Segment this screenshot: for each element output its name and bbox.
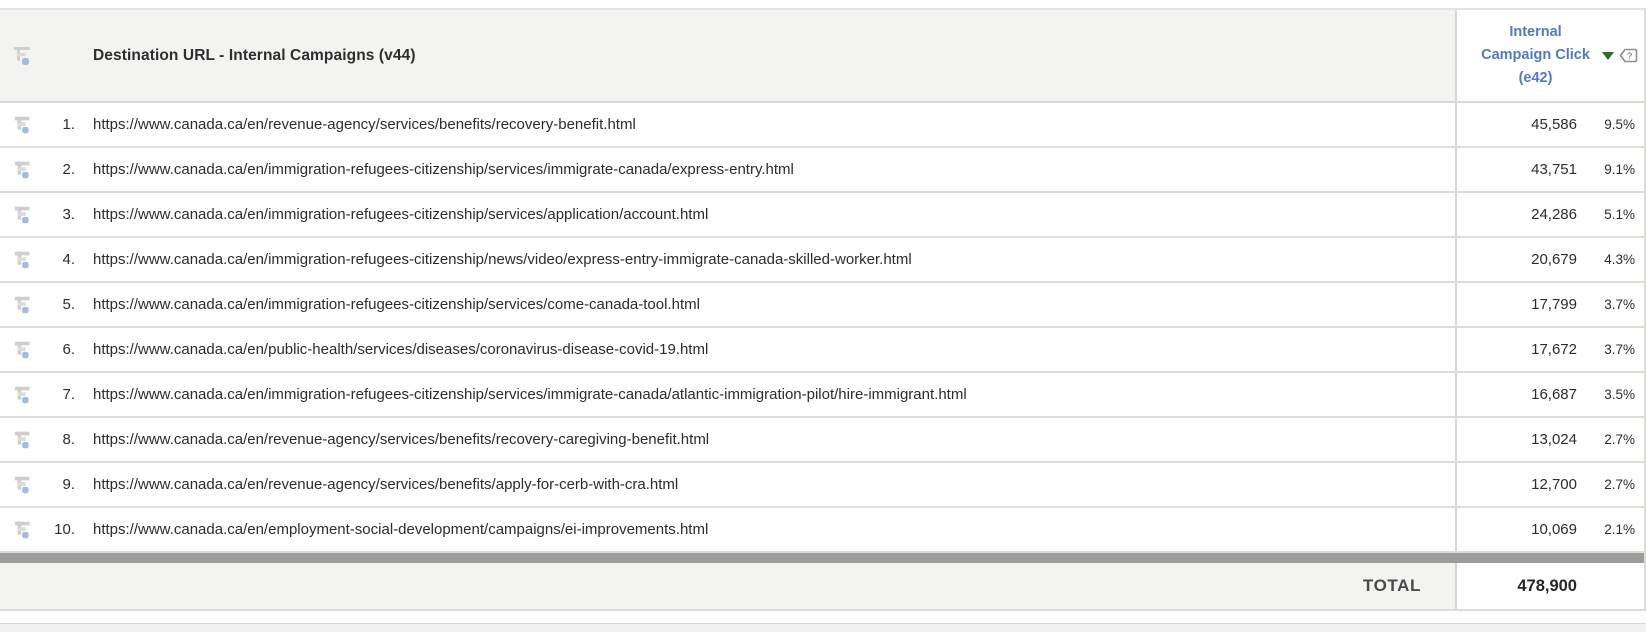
row-rank: 6. xyxy=(62,341,75,358)
row-metric-percent: 2.1% xyxy=(1604,522,1635,537)
row-metric-cell[interactable] xyxy=(1455,148,1644,191)
info-tag-icon[interactable] xyxy=(1619,48,1638,63)
row-url[interactable]: https://www.canada.ca/en/revenue-agency/services/benefits/apply-for-cerb-with-cra.html xyxy=(93,476,679,493)
row-metric-value[interactable]: 16,687 xyxy=(1531,386,1577,403)
row-metric-percent: 9.1% xyxy=(1604,162,1635,177)
table-row[interactable] xyxy=(0,463,1644,508)
table-row[interactable] xyxy=(0,238,1644,283)
row-url[interactable]: https://www.canada.ca/en/immigration-refugees-citizenship/services/immigrate-canada/atlantic-immigration-pilot/hire-immigrant.html xyxy=(93,386,967,403)
row-metric-cell[interactable] xyxy=(1455,103,1644,146)
metric-header-icons xyxy=(1598,48,1638,63)
row-metric-cell[interactable] xyxy=(1455,283,1644,326)
dimension-filter-icon xyxy=(13,46,35,66)
row-rank: 4. xyxy=(62,251,75,268)
row-url[interactable]: https://www.canada.ca/en/immigration-refugees-citizenship/services/come-canada-tool.html xyxy=(93,296,700,313)
row-rank: 5. xyxy=(62,296,75,313)
row-metric-percent: 3.7% xyxy=(1604,297,1635,312)
row-metric-cell[interactable] xyxy=(1455,463,1644,506)
dimension-filter-icon xyxy=(13,385,33,403)
metric-column-header[interactable] xyxy=(1455,10,1644,101)
total-label: TOTAL xyxy=(0,563,1455,609)
row-metric-value[interactable]: 43,751 xyxy=(1531,161,1577,178)
row-icon-cell xyxy=(0,373,47,416)
table-row[interactable] xyxy=(0,373,1644,418)
table-row[interactable] xyxy=(0,103,1644,148)
dimension-filter-icon xyxy=(13,430,33,448)
table-row[interactable] xyxy=(0,193,1644,238)
row-metric-cell[interactable] xyxy=(1455,328,1644,371)
row-metric-percent: 2.7% xyxy=(1604,477,1635,492)
row-icon-cell xyxy=(0,148,47,191)
row-metric-value[interactable]: 20,679 xyxy=(1531,251,1577,268)
row-metric-value[interactable]: 10,069 xyxy=(1531,521,1577,538)
dimension-filter-icon xyxy=(13,160,33,178)
dimension-filter-icon xyxy=(13,115,33,133)
dimension-filter-icon xyxy=(13,475,33,493)
table-row[interactable] xyxy=(0,508,1644,553)
table-header-row xyxy=(0,8,1644,103)
dimension-filter-icon xyxy=(13,520,33,538)
row-url[interactable]: https://www.canada.ca/en/public-health/services/diseases/coronavirus-disease-covid-19.html xyxy=(93,341,709,358)
row-url[interactable]: https://www.canada.ca/en/revenue-agency/services/benefits/recovery-benefit.html xyxy=(93,116,636,133)
table-row[interactable] xyxy=(0,148,1644,193)
freeform-table xyxy=(0,8,1646,611)
row-url[interactable]: https://www.canada.ca/en/immigration-refugees-citizenship/news/video/express-entry-immigrate-canada-skilled-worker.html xyxy=(93,251,912,268)
table-body xyxy=(0,103,1644,553)
table-row[interactable] xyxy=(0,418,1644,463)
table-row[interactable] xyxy=(0,328,1644,373)
row-url[interactable]: https://www.canada.ca/en/immigration-refugees-citizenship/services/application/account.html xyxy=(93,206,709,223)
horizontal-scrollbar[interactable] xyxy=(0,553,1644,563)
row-metric-value[interactable]: 12,700 xyxy=(1531,476,1577,493)
row-icon-cell xyxy=(0,418,47,461)
row-icon-cell xyxy=(0,238,47,281)
row-icon-cell xyxy=(0,283,47,326)
dimension-filter-icon xyxy=(13,340,33,358)
top-spacer xyxy=(0,0,1646,8)
total-metric-cell xyxy=(1455,563,1644,609)
total-row xyxy=(0,563,1644,611)
row-metric-cell[interactable] xyxy=(1455,193,1644,236)
row-rank: 2. xyxy=(62,161,75,178)
row-metric-value[interactable]: 24,286 xyxy=(1531,206,1577,223)
row-metric-percent: 5.1% xyxy=(1604,207,1635,222)
row-rank: 7. xyxy=(62,386,75,403)
row-rank: 1. xyxy=(62,116,75,133)
row-metric-percent: 4.3% xyxy=(1604,252,1635,267)
row-metric-percent: 2.7% xyxy=(1604,432,1635,447)
row-metric-percent: 9.5% xyxy=(1604,117,1635,132)
row-rank: 8. xyxy=(62,431,75,448)
row-url[interactable]: https://www.canada.ca/en/immigration-refugees-citizenship/services/immigrate-canada/express-entry.html xyxy=(93,161,794,178)
dimension-column-header[interactable]: Destination URL - Internal Campaigns (v44) xyxy=(47,10,1455,101)
row-metric-value[interactable]: 17,672 xyxy=(1531,341,1577,358)
row-metric-cell[interactable] xyxy=(1455,373,1644,416)
next-panel-edge xyxy=(0,623,1646,632)
dimension-filter-icon xyxy=(13,295,33,313)
row-metric-cell[interactable] xyxy=(1455,418,1644,461)
row-metric-value[interactable]: 17,799 xyxy=(1531,296,1577,313)
row-rank: 9. xyxy=(62,476,75,493)
row-icon-cell xyxy=(0,193,47,236)
row-metric-percent: 3.5% xyxy=(1604,387,1635,402)
row-icon-cell xyxy=(0,328,47,371)
bottom-spacer xyxy=(0,611,1646,623)
dimension-header-icon-cell xyxy=(0,10,47,101)
row-rank: 3. xyxy=(62,206,75,223)
dimension-filter-icon xyxy=(13,205,33,223)
total-metric-value: 478,900 xyxy=(1517,576,1577,595)
row-metric-cell[interactable] xyxy=(1455,238,1644,281)
row-metric-percent: 3.7% xyxy=(1604,342,1635,357)
row-icon-cell xyxy=(0,103,47,146)
row-metric-value[interactable]: 45,586 xyxy=(1531,116,1577,133)
row-metric-value[interactable]: 13,024 xyxy=(1531,431,1577,448)
row-url[interactable]: https://www.canada.ca/en/revenue-agency/services/benefits/recovery-caregiving-benefit.html xyxy=(93,431,710,448)
metric-header-label[interactable]: Internal Campaign Click (e42) xyxy=(1481,24,1590,86)
row-url[interactable]: https://www.canada.ca/en/employment-social-development/campaigns/ei-improvements.html xyxy=(93,521,709,538)
row-icon-cell xyxy=(0,463,47,506)
row-icon-cell xyxy=(0,508,47,551)
row-rank: 10. xyxy=(54,521,75,538)
row-metric-cell[interactable] xyxy=(1455,508,1644,551)
dimension-filter-icon xyxy=(13,250,33,268)
sort-descending-icon[interactable] xyxy=(1602,52,1614,60)
svg-text:?: ? xyxy=(1626,51,1633,62)
table-row[interactable] xyxy=(0,283,1644,328)
